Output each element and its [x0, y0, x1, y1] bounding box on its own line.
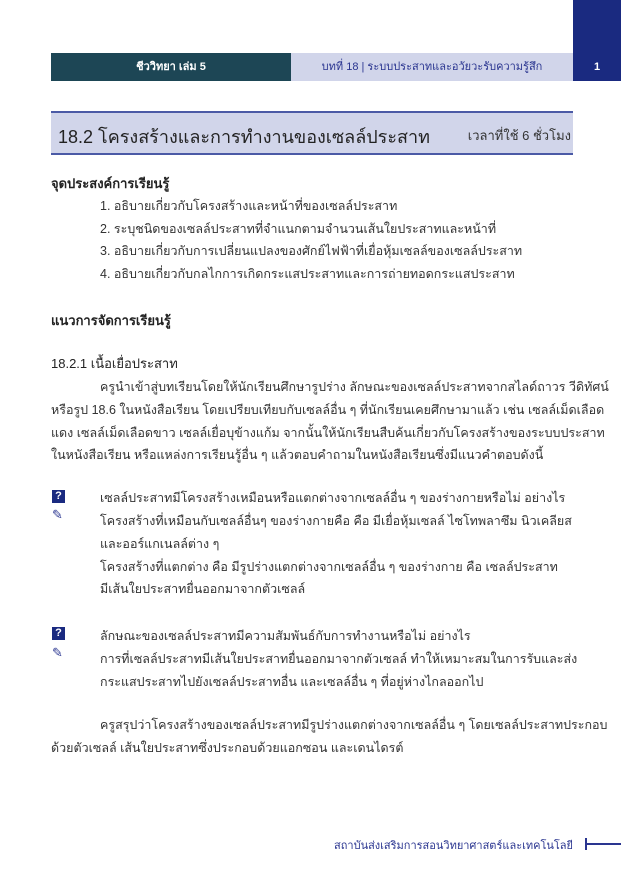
question-text: เซลล์ประสาทมีโครงสร้างเหมือนหรือแตกต่างจากเซลล์อื่น ๆ ของร่างกายหรือไม่ อย่างไร — [100, 491, 566, 505]
answer-line: กระแสประสาทไปยังเซลล์ประสาทอื่น และเซลล์อื่น ๆ ที่อยู่ห่างไกลออกไป — [100, 675, 484, 689]
page-number: 1 — [593, 61, 601, 73]
approach-heading: แนวการจัดการเรียนรู้ — [51, 313, 171, 328]
footer-publisher: สถาบันส่งเสริมการสอนวิทยาศาสตร์และเทคโนโลยี — [334, 840, 573, 852]
section-time: เวลาที่ใช้ 6 ชั่วโมง — [467, 128, 571, 143]
book-title: ชีววิทยา เล่ม 5 — [51, 53, 291, 81]
conclusion-line: ด้วยตัวเซลล์ เส้นใยประสาทซึ่งประกอบด้วยแอกซอน และเดนไดรต์ — [51, 741, 404, 755]
answer-line: มีเส้นใยประสาทยื่นออกมาจากตัวเซลล์ — [100, 582, 306, 596]
section-title: 18.2 โครงสร้างและการทำงานของเซลล์ประสาท — [58, 127, 430, 147]
objectives-heading: จุดประสงค์การเรียนรู้ — [51, 176, 170, 191]
objective-item: 3. อธิบายเกี่ยวกับการเปลี่ยนแปลงของศักย์ไฟฟ้าที่เยื่อหุ้มเซลล์ของเซลล์ประสาท — [100, 244, 523, 258]
objective-item: 4. อธิบายเกี่ยวกับกลไกการเกิดกระแสประสาทและการถ่ายทอดกระแสประสาท — [100, 267, 515, 281]
answer-line: โครงสร้างที่แตกต่าง คือ มีรูปร่างแตกต่างจากเซลล์อื่น ๆ ของร่างกาย คือ เซลล์ประสาท — [100, 560, 558, 574]
subsection-title: 18.2.1 เนื้อเยื่อประสาท — [51, 356, 178, 371]
footer-rule — [585, 843, 621, 845]
question-text: ลักษณะของเซลล์ประสาทมีความสัมพันธ์กับการทำงานหรือไม่ อย่างไร — [100, 629, 471, 643]
paragraph-line: ในหนังสือเรียน หรือแหล่งการเรียนรู้อื่น ๆ แล้วตอบคำถามในหนังสือเรียนซึ่งมีแนวคำตอบดังนี้ — [51, 448, 544, 462]
paragraph-line: แดง เซลล์เม็ดเลือดขาว เซลล์เยื่อบุข้างแก้ม จากนั้นให้นักเรียนสืบค้นเกี่ยวกับโครงสร้างของระบบประสาท — [51, 426, 605, 440]
answer-line: การที่เซลล์ประสาทมีเส้นใยประสาทยื่นออกมาจากตัวเซลล์ ทำให้เหมาะสมในการรับและส่ง — [100, 652, 578, 666]
paragraph-line: ครูนำเข้าสู่บทเรียนโดยให้นักเรียนศึกษารูปร่าง ลักษณะของเซลล์ประสาทจากสไลด์ถาวร วีดิทัศน์ — [100, 380, 609, 394]
chapter-title: บทที่ 18 | ระบบประสาทและอวัยวะรับความรู้สึก — [291, 53, 573, 81]
question-icon: ? — [52, 627, 65, 640]
objective-item: 1. อธิบายเกี่ยวกับโครงสร้างและหน้าที่ของเซลล์ประสาท — [100, 199, 398, 213]
objective-item: 2. ระบุชนิดของเซลล์ประสาทที่จำแนกตามจำนวนเส้นใยประสาทและหน้าที่ — [100, 222, 497, 236]
paragraph-line: หรือรูป 18.6 ในหนังสือเรียน โดยเปรียบเทียบกับเซลล์อื่น ๆ ที่นักเรียนเคยศึกษามาแล้ว เช่น เซลล์เม็ดเลือด — [51, 403, 605, 417]
conclusion-line: ครูสรุปว่าโครงสร้างของเซลล์ประสาทมีรูปร่างแตกต่างจากเซลล์อื่น ๆ โดยเซลล์ประสาทประกอบ — [100, 718, 608, 732]
pencil-icon: ✎ — [52, 507, 63, 522]
section-title-bar — [51, 111, 573, 155]
answer-line: และออร์แกเนลล์ต่าง ๆ — [100, 537, 220, 551]
answer-line: โครงสร้างที่เหมือนกับเซลล์อื่นๆ ของร่างกายคือ คือ มีเยื่อหุ้มเซลล์ ไซโทพลาซึม นิวเคลียส — [100, 514, 572, 528]
pencil-icon: ✎ — [52, 645, 63, 660]
question-icon: ? — [52, 490, 65, 503]
